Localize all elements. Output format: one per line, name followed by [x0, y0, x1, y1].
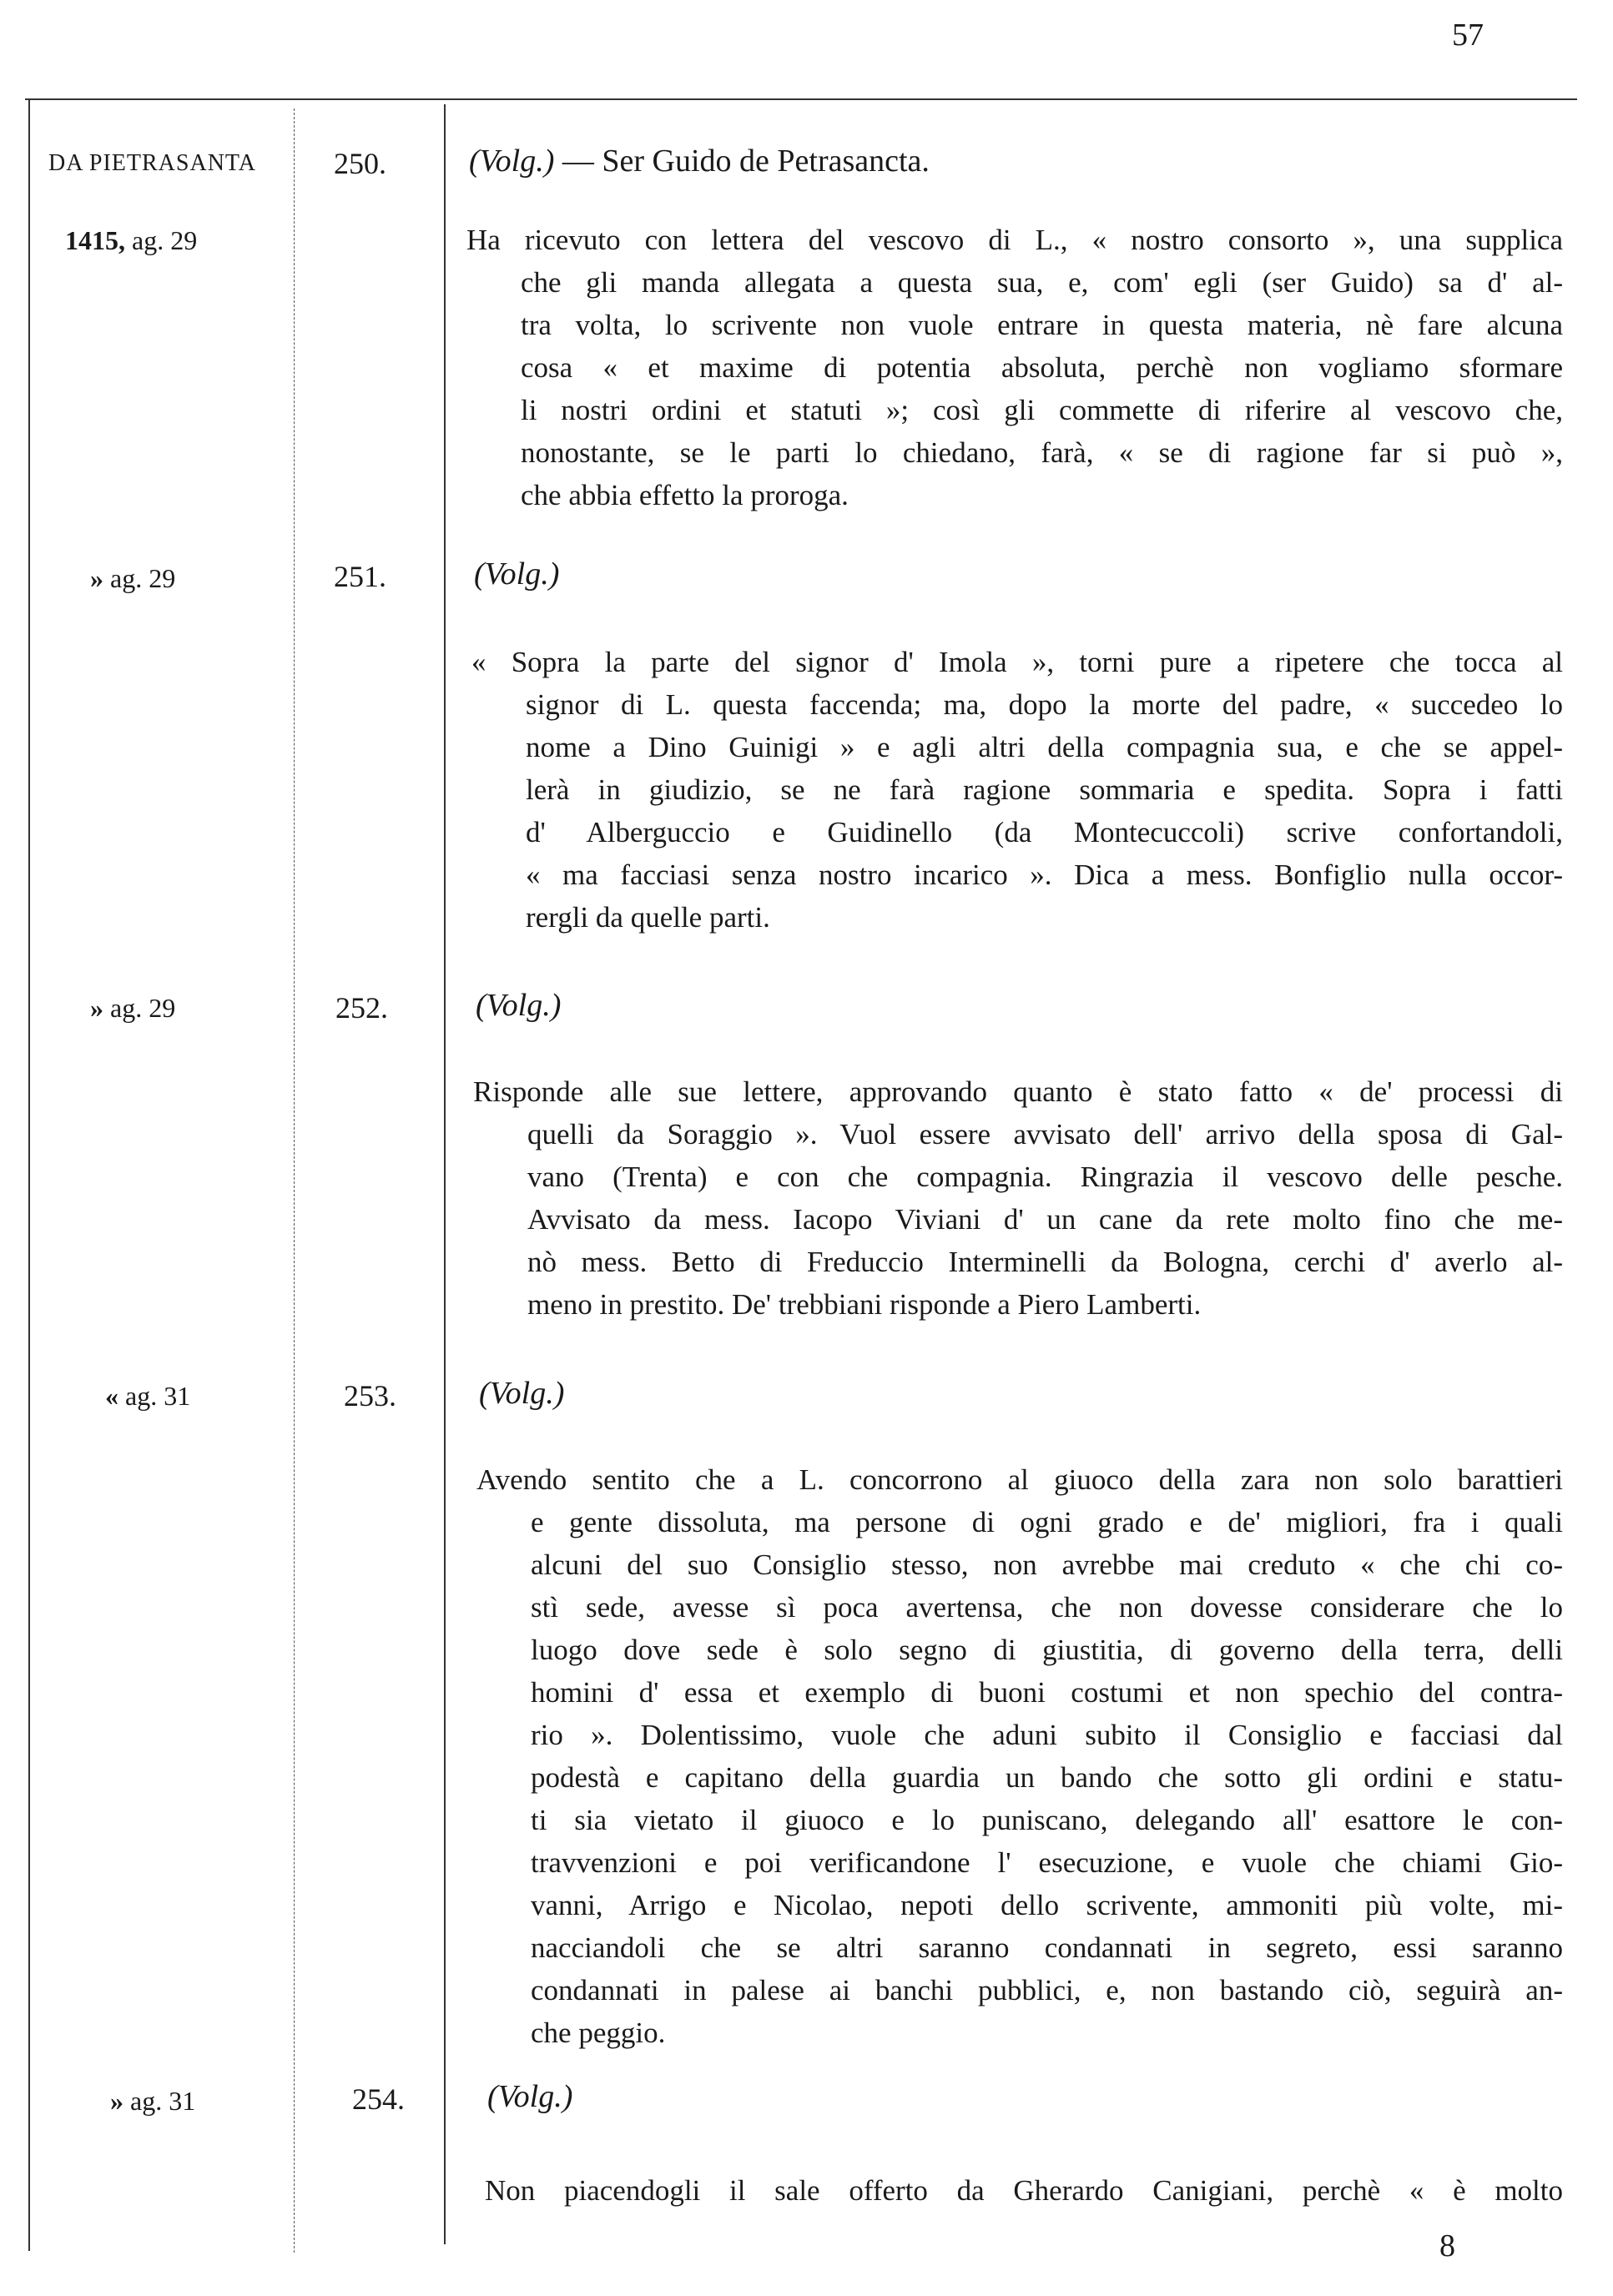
body-line: Avendo sentito che a L. concorrono al giuoco della zara non solo barattieri	[476, 1463, 1563, 1496]
body-line: homini d' essa et exemplo di buoni costumi et non spechio del contra-	[531, 1676, 1563, 1709]
column-rule-left	[28, 98, 30, 2251]
date-day: ag. 29	[110, 993, 176, 1023]
date-day: ag. 29	[132, 225, 198, 255]
body-line: rio ». Dolentissimo, vuole che aduni subito il Consiglio e facciasi dal	[531, 1719, 1563, 1751]
top-rule	[25, 98, 1577, 100]
body-line: alcuni del suo Consiglio stesso, non avrebbe mai creduto « che chi co-	[531, 1548, 1563, 1581]
entry-heading	[487, 2078, 572, 2115]
column-rule-right	[444, 104, 446, 2244]
body-line: podestà e capitano della guardia un bando che sotto gli ordini e statu-	[531, 1761, 1563, 1794]
entry-number: 254.	[352, 2082, 405, 2116]
body-line: lerà in giudizio, se ne farà ragione sommaria e spedita. Sopra i fatti	[526, 773, 1563, 806]
body-line: luogo dove sede è solo segno di giustitia, di governo della terra, delli	[531, 1634, 1563, 1666]
date-day: ag. 31	[130, 2086, 196, 2116]
signature-mark: 8	[1439, 2228, 1455, 2263]
entry-body	[471, 641, 1563, 939]
body-line: cosa « et maxime di potentia absoluta, perchè non vogliamo sformare	[521, 351, 1563, 384]
heading-volg: (Volg.)	[476, 988, 562, 1023]
entry-date	[90, 993, 175, 1024]
body-line: Avvisato da mess. Iacopo Viviani d' un cane da rete molto fino che me-	[527, 1203, 1563, 1236]
body-line: nacciandoli che se altri saranno condannati in segreto, essi saranno	[531, 1931, 1563, 1964]
entry-heading	[474, 556, 559, 592]
body-line: Ha ricevuto con lettera del vescovo di L., « nostro consorto », una supplica	[466, 224, 1563, 256]
entry-body	[473, 1070, 1563, 1326]
entry-heading	[476, 987, 561, 1024]
entry-heading	[479, 1375, 564, 1412]
body-line: Non piacendogli il sale offerto da Gherardo Canigiani, perchè « è molto	[485, 2174, 1563, 2207]
body-line: stì sede, avesse sì poca avertensa, che non dovesse considerare che lo	[531, 1591, 1563, 1624]
entry-date	[65, 225, 197, 256]
entry-date	[90, 563, 175, 594]
column-rule-middle	[294, 108, 295, 2253]
body-line: che peggio.	[531, 2017, 666, 2049]
body-line: travvenzioni e poi verificandone l' esecuzione, e vuole che chiami Gio-	[531, 1846, 1563, 1879]
heading-volg: (Volg.)	[469, 144, 555, 179]
date-prefix: 1415,	[65, 225, 125, 255]
body-line: signor di L. questa faccenda; ma, dopo la morte del padre, « succedeo lo	[526, 688, 1563, 721]
body-line: tra volta, lo scrivente non vuole entrare in questa materia, nè fare alcuna	[521, 309, 1563, 341]
body-line: « Sopra la parte del signor d' Imola », torni pure a ripetere che tocca al	[471, 646, 1563, 678]
body-line: meno in prestito. De' trebbiani risponde a Piero Lamberti.	[527, 1288, 1202, 1321]
body-line: rergli da quelle parti.	[526, 901, 770, 934]
body-line: d' Alberguccio e Guidinello (da Montecuccoli) scrive confortandoli,	[526, 816, 1563, 848]
heading-volg: (Volg.)	[487, 2079, 573, 2114]
entry-date	[110, 2086, 195, 2117]
body-line: Risponde alle sue lettere, approvando quanto è stato fatto « de' processi di	[473, 1075, 1563, 1108]
body-line: li nostri ordini et statuti »; così gli commette di riferire al vescovo che,	[521, 394, 1563, 426]
body-line: condannati in palese ai banchi pubblici, e, non bastando ciò, seguirà an-	[531, 1974, 1563, 2006]
body-line: che gli manda allegata a questa sua, e, com' egli (ser Guido) sa d' al-	[521, 266, 1563, 299]
entry-number: 251.	[334, 560, 386, 593]
body-line: vanni, Arrigo e Nicolao, nepoti dello scrivente, ammoniti più volte, mi-	[531, 1889, 1563, 1921]
body-line: nonostante, se le parti lo chiedano, farà, « se di ragione far si può »,	[521, 436, 1563, 469]
date-day: ag. 31	[125, 1381, 191, 1411]
body-line: « ma facciasi senza nostro incarico ». Dica a mess. Bonfiglio nulla occor-	[526, 858, 1563, 891]
body-line: nome a Dino Guinigi » e agli altri della compagnia sua, e che se appel-	[526, 731, 1563, 763]
body-line: vano (Trenta) e con che compagnia. Ringrazia il vescovo delle pesche.	[527, 1161, 1563, 1193]
entry-body	[485, 2169, 1563, 2212]
date-day: ag. 29	[110, 563, 176, 593]
date-prefix: »	[90, 563, 103, 593]
body-line: nò mess. Betto di Freduccio Interminelli da Bologna, cerchi d' averlo al-	[527, 1246, 1563, 1278]
date-prefix: »	[110, 2086, 123, 2116]
body-line: quelli da Soraggio ». Vuol essere avvisato dell' arrivo della sposa di Gal-	[527, 1118, 1563, 1151]
entry-body	[476, 1458, 1563, 2054]
entry-number: 250.	[334, 147, 386, 180]
page-number: 57	[1452, 18, 1484, 53]
body-line: e gente dissoluta, ma persone di ogni grado e de' migliori, fra i quali	[531, 1506, 1563, 1538]
entry-number: 252.	[335, 991, 388, 1025]
entry-body	[466, 219, 1563, 516]
running-head: DA PIETRASANTA	[48, 150, 256, 176]
body-line: ti sia vietato il giuoco e lo puniscano, delegando all' esattore le con-	[531, 1804, 1563, 1836]
heading-volg: (Volg.)	[479, 1376, 565, 1411]
heading-title: — Ser Guido de Petrasancta.	[554, 144, 930, 179]
entry-number: 253.	[344, 1379, 396, 1412]
entry-heading	[469, 143, 930, 179]
body-line: che abbia effetto la proroga.	[521, 479, 849, 511]
date-prefix: »	[90, 993, 103, 1023]
entry-date	[105, 1381, 190, 1412]
date-prefix: «	[105, 1381, 118, 1411]
heading-volg: (Volg.)	[474, 556, 560, 592]
